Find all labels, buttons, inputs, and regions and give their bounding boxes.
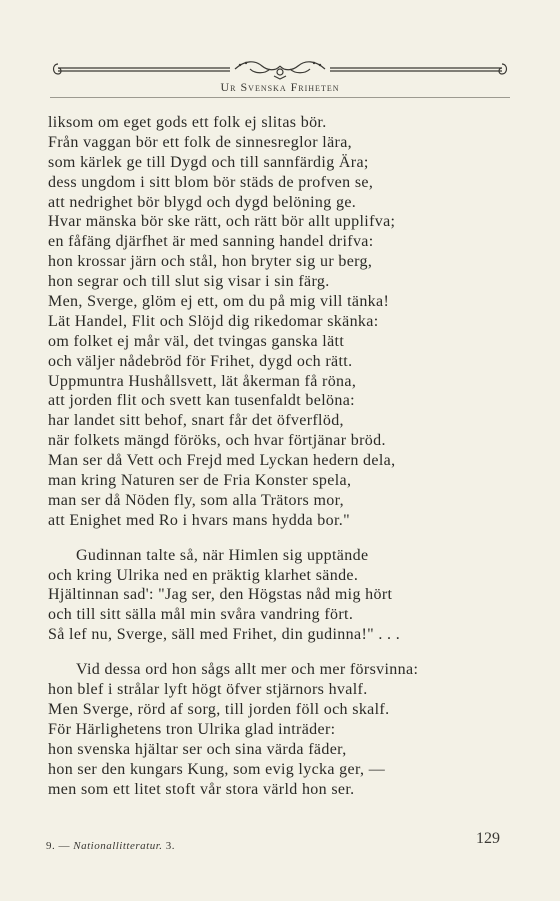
poem-line: hon segrar och till slut sig visar i sin färg. xyxy=(48,273,330,291)
poem-line: hon ser den kungars Kung, som evig lycka ger, — xyxy=(48,760,386,778)
header-rule xyxy=(50,97,510,98)
poem-line: att Enighet med Ro i hvars mans hydda bor." xyxy=(48,511,350,529)
running-head: Ur Svenska Friheten xyxy=(220,80,340,94)
poem-line: Hjältinnan sad': "Jag ser, den Högstas nåd mig hört xyxy=(48,586,393,604)
stanza-2 xyxy=(48,546,498,645)
poem-line: Hvar mänska bör ske rätt, och rätt bör allt upplifva; xyxy=(48,213,396,231)
signature-title: Nationallitteratur. xyxy=(73,840,163,852)
signature-volume: 3. xyxy=(165,840,176,852)
poem-line: Uppmuntra Hushållsvett, lät åkerman få röna, xyxy=(48,372,357,390)
stanza-3 xyxy=(48,660,498,799)
poem-line: Så lef nu, Sverge, säll med Frihet, din gudinna!" . . . xyxy=(48,626,401,644)
header-ornament xyxy=(50,56,510,80)
poem-line: Man ser då Vett och Frejd med Lyckan hedern dela, xyxy=(48,452,396,470)
poem-line: och till sitt sälla mål min svåra vandring fört. xyxy=(48,606,354,624)
poem-line: Men Sverge, rörd af sorg, till jorden föll och skalf. xyxy=(48,700,390,718)
signature-mark xyxy=(46,840,175,852)
poem-line: Men, Sverge, glöm ej ett, om du på mig vill tänka! xyxy=(48,293,390,311)
poem-line: Lät Handel, Flit och Slöjd dig rikedomar skänka: xyxy=(48,312,379,330)
poem-line: om folket ej mår väl, det tvingas ganska lätt xyxy=(48,332,345,350)
poem-line: man ser då Nöden fly, som alla Trätors mor, xyxy=(48,491,344,509)
page-number: 129 xyxy=(476,830,500,847)
poem-line: har landet sitt behof, snart får det öfverflöd, xyxy=(48,412,344,430)
poem-line: Vid dessa ord hon sågs allt mer och mer försvinna: xyxy=(76,661,419,679)
stanza-gap xyxy=(48,645,498,660)
poem-line: att nedrighet bör blygd och dygd belöning ge. xyxy=(48,193,357,211)
poem-line: liksom om eget gods ett folk ej slitas bör. xyxy=(48,114,327,131)
poem-line: en fåfäng djärfhet är med sanning handel drifva: xyxy=(48,233,374,251)
poem-line: som kärlek ge till Dygd och till sannfärdig Ära; xyxy=(48,153,369,171)
poem-line: hon krossar järn och stål, hon bryter sig ur berg, xyxy=(48,253,373,271)
poem-line: att jorden flit och svett kan tusenfaldt belöna: xyxy=(48,392,355,410)
poem-line: och kring Ulrika ned en präktig klarhet sände. xyxy=(48,566,359,584)
signature-prefix: 9. — xyxy=(46,840,70,852)
poem-line: För Härlighetens tron Ulrika glad inträder: xyxy=(48,720,336,738)
poem-text xyxy=(48,113,498,799)
stanza-gap xyxy=(48,531,498,546)
poem-line: man kring Naturen ser de Fria Konster spela, xyxy=(48,472,352,490)
poem-line: Gudinnan talte så, när Himlen sig upptände xyxy=(76,546,369,564)
stanza-1 xyxy=(48,113,498,531)
poem-line: men som ett litet stoft vår stora värld hon ser. xyxy=(48,780,355,798)
poem-line: hon blef i strålar lyft högt öfver stjärnors hvalf. xyxy=(48,681,368,699)
poem-line: och väljer nådebröd för Frihet, dygd och rätt. xyxy=(48,352,353,370)
poem-line: när folkets mängd föröks, och hvar förtjänar bröd. xyxy=(48,432,386,450)
poem-line: Från vaggan bör ett folk de sinnesreglor lära, xyxy=(48,133,353,151)
poem-line: hon svenska hjältar ser och sina värda fäder, xyxy=(48,740,347,758)
poem-line: dess ungdom i sitt blom bör städs de profven se, xyxy=(48,173,374,191)
